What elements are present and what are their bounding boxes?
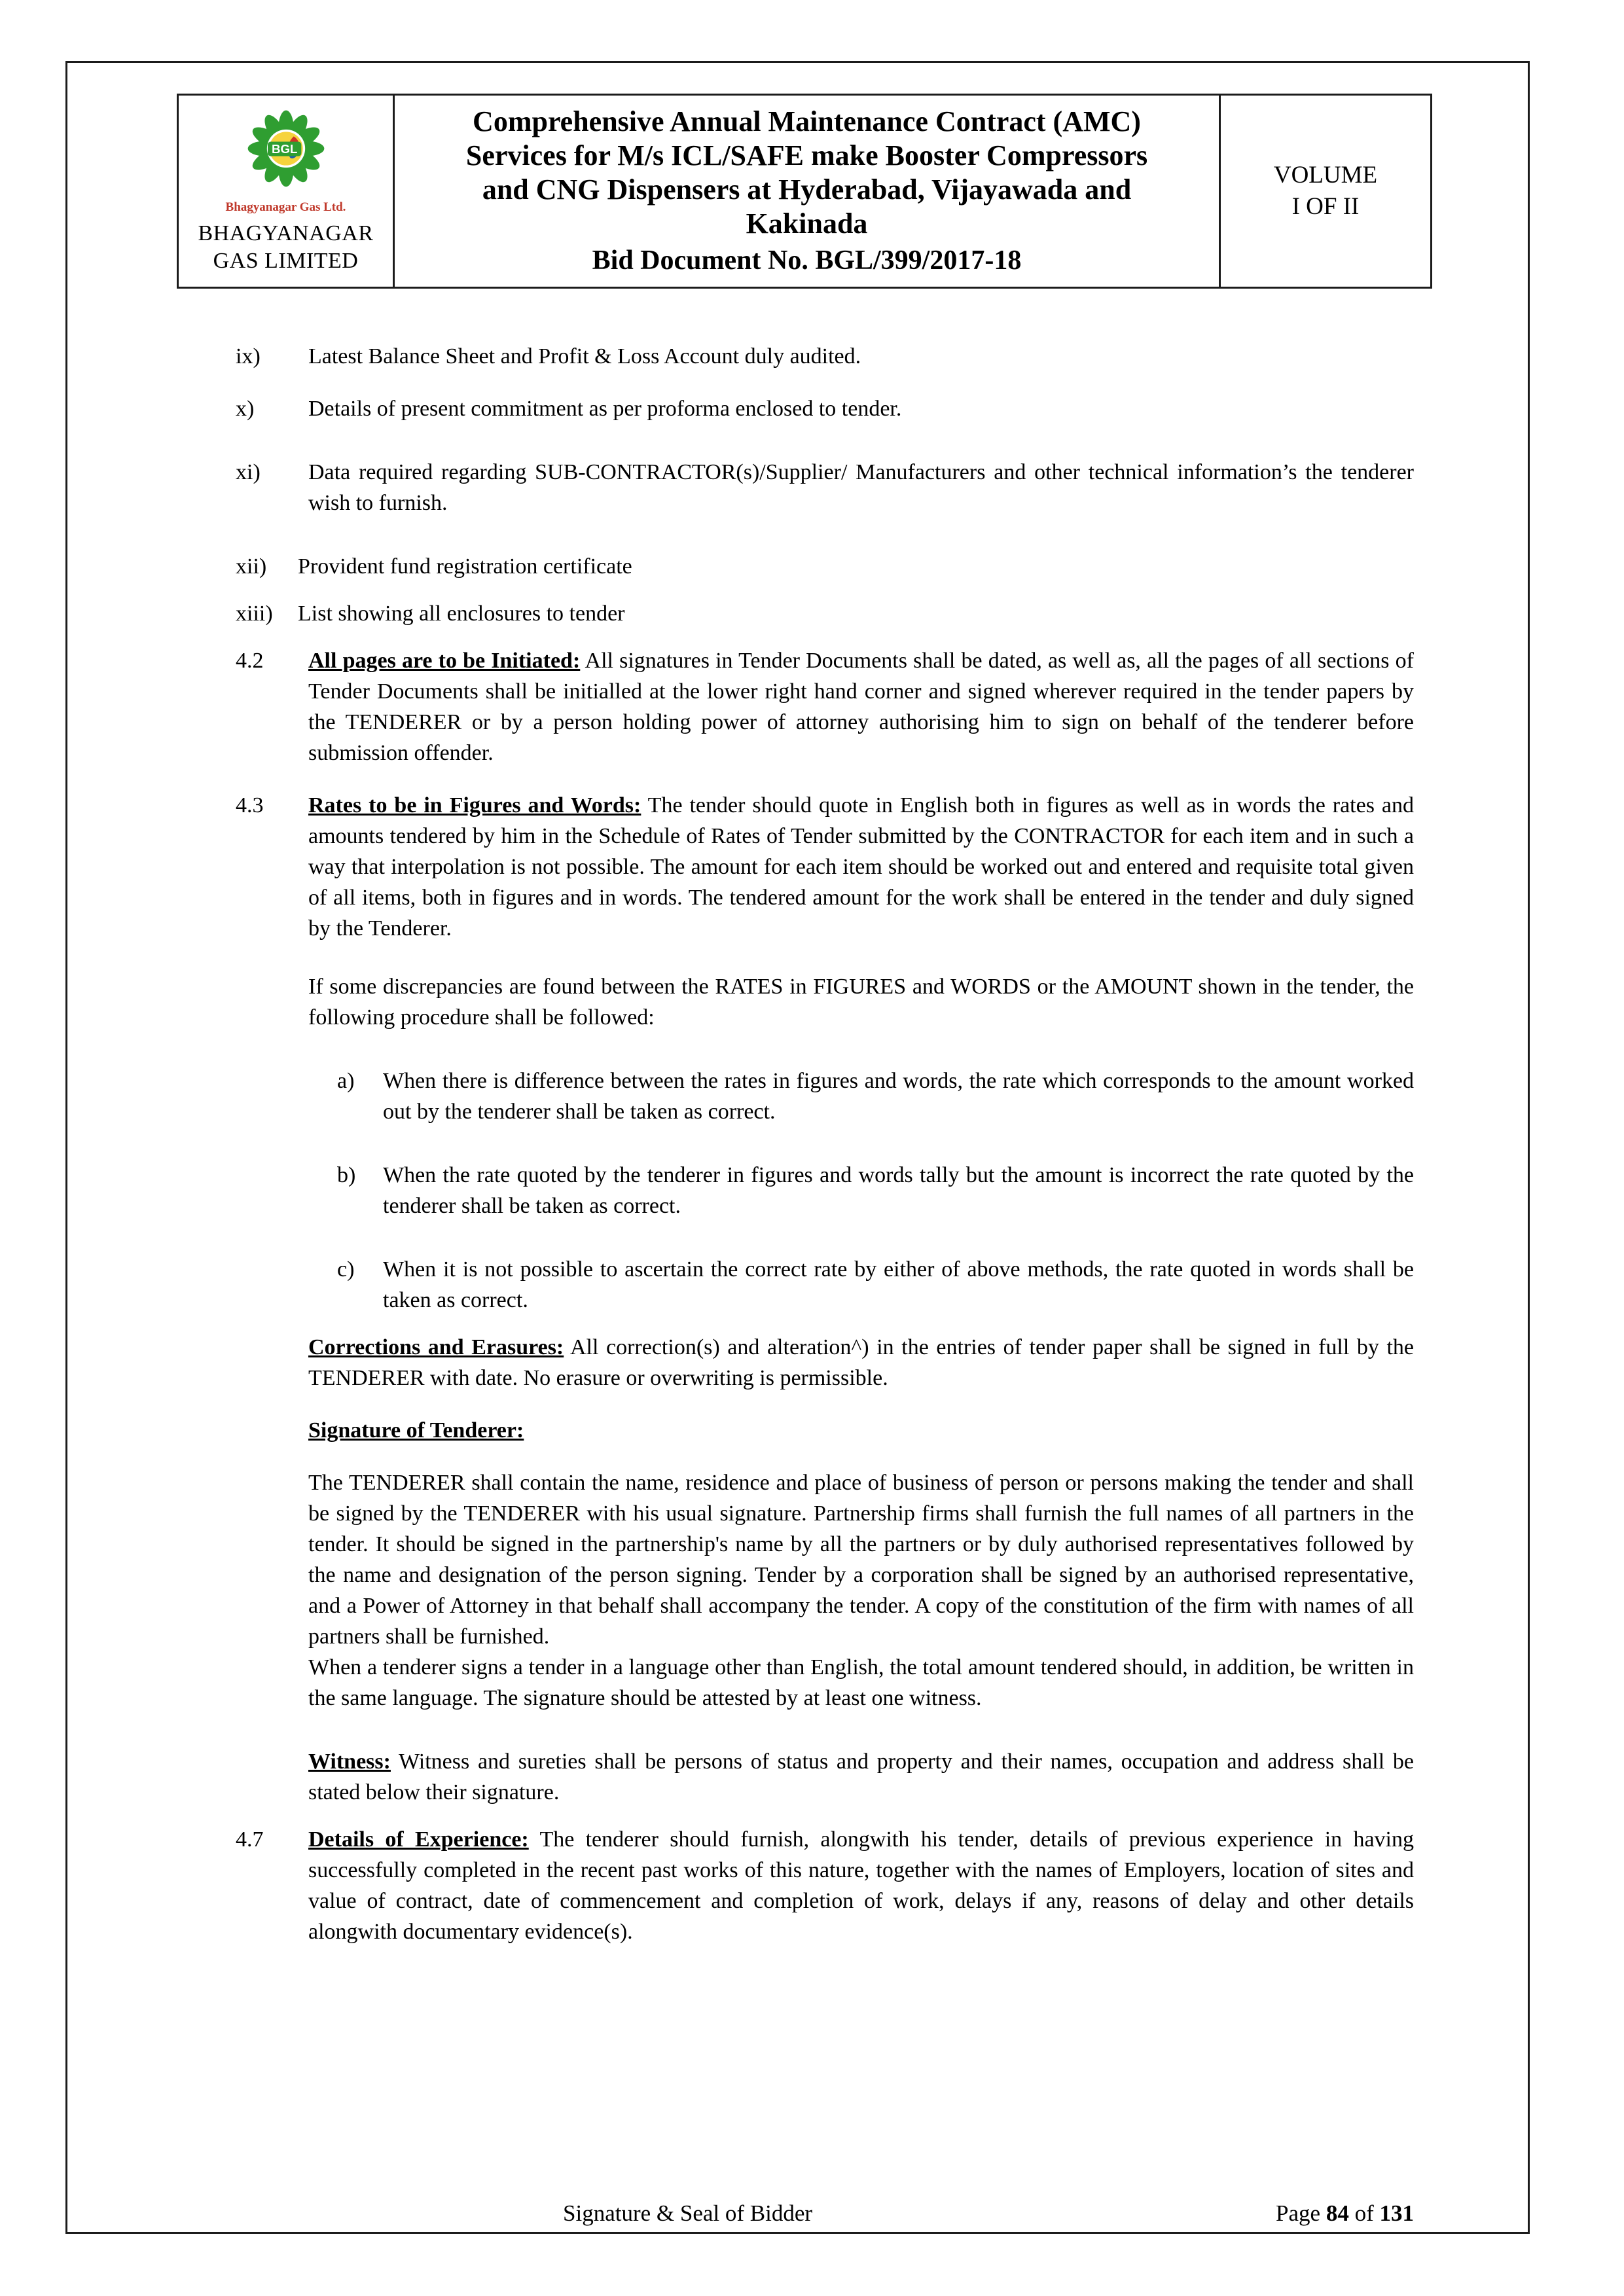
section-text <box>308 790 1414 944</box>
volume-cell <box>1221 96 1430 287</box>
sub-item-marker: c) <box>337 1257 355 1282</box>
section-body-text: All signatures in Tender Documents shall be dated, as well as, all the pages of all sections of Tender Documents shall be initialled at the lower right hand corner and signed wherever required in the tender papers by the TENDERER or by a person holding power of attorney authorising him to sign on behalf of the tenderer before submission offender. <box>308 649 1414 765</box>
footer-page-word: Page <box>1276 2200 1326 2226</box>
page-footer <box>236 2199 1414 2228</box>
section-number: 4.3 <box>236 793 264 817</box>
sub-item-c <box>337 1254 1414 1316</box>
document-header <box>177 94 1432 289</box>
sub-item-text: When it is not possible to ascertain the correct rate by either of above methods, the rate quoted in words shall be taken as correct. <box>383 1257 1414 1312</box>
discrepancy-paragraph: If some discrepancies are found between the RATES in FIGURES and WORDS or the AMOUNT shown in the tender, the following procedure shall be followed: <box>308 975 1414 1030</box>
company-name-line1: BHAGYANAGAR <box>198 221 374 245</box>
list-item-ix <box>236 341 1414 372</box>
section-heading: Details of Experience: <box>308 1827 529 1852</box>
title-line-3: and CNG Dispensers at Hyderabad, Vijayawada and <box>482 173 1132 206</box>
section-4-2 <box>236 645 1414 768</box>
list-marker: xii) <box>236 554 267 579</box>
list-marker: xi) <box>236 460 261 484</box>
list-text: Latest Balance Sheet and Profit & Loss Account duly audited. <box>308 344 861 368</box>
logo-cell <box>179 96 395 287</box>
sub-item-marker: a) <box>337 1069 355 1093</box>
sub-item-marker: b) <box>337 1163 356 1187</box>
sub-item-b <box>337 1160 1414 1221</box>
list-item-xii <box>236 551 1414 582</box>
signature-paragraph-2: When a tenderer signs a tender in a language other than English, the total amount tendered should, in addition, be written in the same language. The signature should be attested by at least one witness. <box>308 1655 1414 1710</box>
section-text <box>308 1824 1414 1947</box>
footer-page-number <box>1276 2199 1414 2228</box>
list-text: List showing all enclosures to tender <box>298 601 625 626</box>
witness-heading: Witness: <box>308 1749 391 1774</box>
list-item-xi <box>236 457 1414 518</box>
sub-item-text: When the rate quoted by the tenderer in figures and words tally but the amount is incorrect the rate quoted by the tenderer shall be taken as correct. <box>383 1163 1414 1218</box>
document-title <box>410 105 1203 241</box>
company-name-line2: GAS LIMITED <box>213 249 359 273</box>
section-4-7 <box>236 1824 1414 1947</box>
volume-line-1: VOLUME <box>1273 162 1378 188</box>
corrections-text: All correction(s) and alteration^) in the entries of tender paper shall be signed in full by the TENDERER with date. No erasure or overwriting is permissible. <box>308 1335 1414 1390</box>
section-number: 4.2 <box>236 649 264 673</box>
witness-paragraph <box>308 1746 1414 1808</box>
company-name <box>198 220 373 275</box>
title-line-2: Services for M/s ICL/SAFE make Booster Compressors <box>465 139 1148 171</box>
list-text: Details of present commitment as per proforma enclosed to tender. <box>308 397 902 421</box>
svg-text:BGL: BGL <box>271 142 297 156</box>
section-heading: Rates to be in Figures and Words: <box>308 793 641 817</box>
list-marker: x) <box>236 397 255 421</box>
footer-page-total: 131 <box>1379 2200 1414 2226</box>
section-body-text: The tender should quote in English both in figures as well as in words the rates and amounts tendered by him in the Schedule of Rates of Tender submitted by the CONTRACTOR for each item and in such a way that interpolation is not possible. The amount for each item should be worked out and entered and requisite total given of all items, both in figures and in words. The tendered amount for the work shall be entered in the tender and duly signed by the Tenderer. <box>308 793 1414 941</box>
section-4-3 <box>236 790 1414 944</box>
section-heading: All pages are to be Initiated: <box>308 649 581 673</box>
bid-document-number: Bid Document No. BGL/399/2017-18 <box>592 245 1022 276</box>
section-text <box>308 645 1414 768</box>
list-item-x <box>236 393 1414 424</box>
volume-line-2: I OF II <box>1291 193 1360 220</box>
section-number: 4.7 <box>236 1827 264 1852</box>
section-body-text: The tenderer should furnish, alongwith his tender, details of previous experience in having successfully completed in the recent past works of this nature, together with the names of Employers, location of sites and value of contract, date of commencement and completion of work, delays if any, reasons of delay and other details alongwith documentary evidence(s). <box>308 1827 1414 1944</box>
signature-paragraph-1: The TENDERER shall contain the name, residence and place of business of person or persons making the tender and shall be signed by the TENDERER with his usual signature. Partnership firms shall furnish the full names of all partners in the tender. It should be signed in the partnership's name by all the partners or by duly authorised representatives followed by the name and designation of the person signing. Tender by a corporation shall be signed by an authorised representative, and a Power of Attorney in that behalf shall accompany the tender. A copy of the constitution of the firm with names of all partners shall be furnished. <box>308 1471 1414 1649</box>
title-cell <box>395 96 1221 287</box>
footer-of-word: of <box>1348 2200 1380 2226</box>
list-text: Data required regarding SUB-CONTRACTOR(s)/Supplier/ Manufacturers and other technical information’s the tenderer wish to furnish. <box>308 460 1414 515</box>
logo-caption: Bhagyanagar Gas Ltd. <box>225 200 346 214</box>
bgl-logo-icon <box>227 107 345 199</box>
list-item-xiii <box>236 598 1414 629</box>
title-line-4: Kakinada <box>746 207 868 240</box>
corrections-heading: Corrections and Erasures: <box>308 1335 564 1359</box>
list-text: Provident fund registration certificate <box>298 554 632 579</box>
footer-signature-label: Signature & Seal of Bidder <box>563 2200 813 2226</box>
sub-item-text: When there is difference between the rates in figures and words, the rate which corresponds to the amount worked out by the tenderer shall be taken as correct. <box>383 1069 1414 1124</box>
footer-page-current: 84 <box>1326 2200 1349 2226</box>
title-line-1: Comprehensive Annual Maintenance Contract (AMC) <box>473 105 1141 137</box>
document-body <box>236 341 1414 1947</box>
list-marker: xiii) <box>236 601 273 626</box>
signature-of-tenderer-heading: Signature of Tenderer: <box>308 1418 524 1443</box>
sub-item-a <box>337 1066 1414 1127</box>
witness-text: Witness and sureties shall be persons of status and property and their names, occupation and address shall be stated below their signature. <box>308 1749 1414 1804</box>
corrections-paragraph <box>308 1332 1414 1393</box>
list-marker: ix) <box>236 344 261 368</box>
